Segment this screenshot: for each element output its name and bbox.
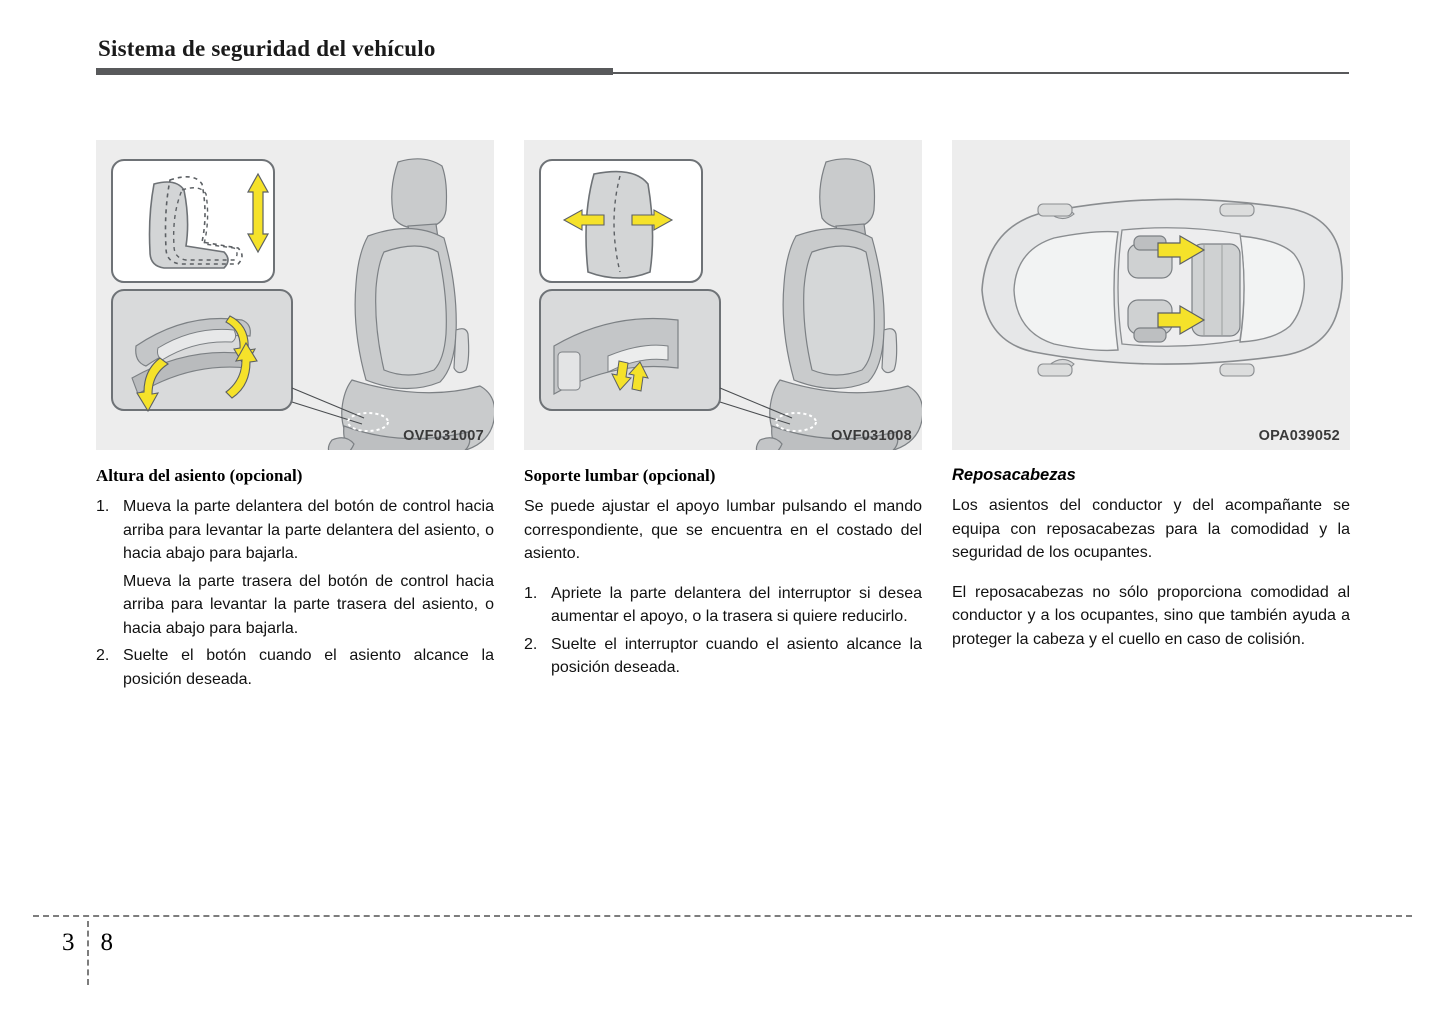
- figure-code-3: OPA039052: [1258, 428, 1340, 444]
- step-text: Apriete la parte delantera del interruptor si desea aumentar el apoyo, o la trasera si quiere reducirlo.: [551, 584, 922, 626]
- section-caption-lumbar: Soporte lumbar (opcional): [524, 466, 716, 485]
- list-item: [96, 495, 494, 640]
- headrest-paragraph-2: El reposacabezas no sólo proporciona comodidad al conductor y a los ocupantes, sino que también ayuda a proteger la cabeza y el cuello en caso de colisión.: [952, 583, 1350, 648]
- step-text: Suelte el botón cuando el asiento alcance la posición deseada.: [123, 647, 494, 688]
- steps-seat-height: [96, 495, 494, 691]
- column-lumbar-support: [524, 140, 922, 695]
- step-text: Mueva la parte delantera del botón de control hacia arriba para levantar la parte delantera del asiento, o hacia abajo para bajarla.: [123, 498, 494, 563]
- page-header: [96, 36, 1349, 75]
- step-text-continued: Mueva la parte trasera del botón de control hacia arriba para levantar la parte trasera del asiento, o hacia abajo para bajarla.: [123, 572, 494, 637]
- list-item: [96, 644, 494, 691]
- list-item: [524, 582, 922, 629]
- header-rule-thin: [613, 72, 1349, 74]
- column-headrest: [952, 140, 1350, 695]
- step-number: 1.: [96, 498, 110, 515]
- lumbar-support-illustration: [524, 140, 922, 450]
- seat-height-adjust-illustration: [96, 140, 494, 450]
- page-title: Sistema de seguridad del vehículo: [98, 36, 436, 61]
- content-columns: [96, 140, 1349, 695]
- headrest-top-view-illustration: [952, 140, 1350, 450]
- step-text: Suelte el interruptor cuando el asiento alcance la posición deseada.: [551, 635, 922, 677]
- headrest-paragraph-1: Los asientos del conductor y del acompañante se equipa con reposacabezas para la comodidad y la seguridad de los ocupantes.: [952, 497, 1350, 562]
- section-caption-seat-height: Altura del asiento (opcional): [96, 466, 303, 485]
- footer-page-numbers: [62, 929, 113, 957]
- figure-seat-height: [96, 140, 494, 450]
- steps-lumbar: [524, 582, 922, 680]
- step-number: 1.: [524, 584, 538, 602]
- lumbar-intro-paragraph: Se puede ajustar el apoyo lumbar pulsando el mando correspondiente, que se encuentra en el costado del asiento.: [524, 498, 922, 563]
- figure-headrest: [952, 140, 1350, 450]
- chapter-number: 3: [62, 929, 75, 956]
- list-item: [524, 633, 922, 680]
- figure-lumbar-support: [524, 140, 922, 450]
- step-number: 2.: [96, 647, 110, 665]
- footer-divider: [33, 915, 1412, 917]
- page-number: 8: [100, 929, 113, 956]
- column-seat-height: [96, 140, 494, 695]
- page-footer: [0, 915, 1445, 975]
- step-number: 2.: [524, 635, 538, 653]
- header-rule: [96, 68, 1349, 75]
- section-caption-headrest: Reposacabezas: [952, 466, 1076, 484]
- figure-code-1: OVF031007: [403, 428, 484, 444]
- figure-code-2: OVF031008: [831, 428, 912, 444]
- footer-vertical-divider: [87, 921, 89, 985]
- header-rule-thick: [96, 68, 613, 75]
